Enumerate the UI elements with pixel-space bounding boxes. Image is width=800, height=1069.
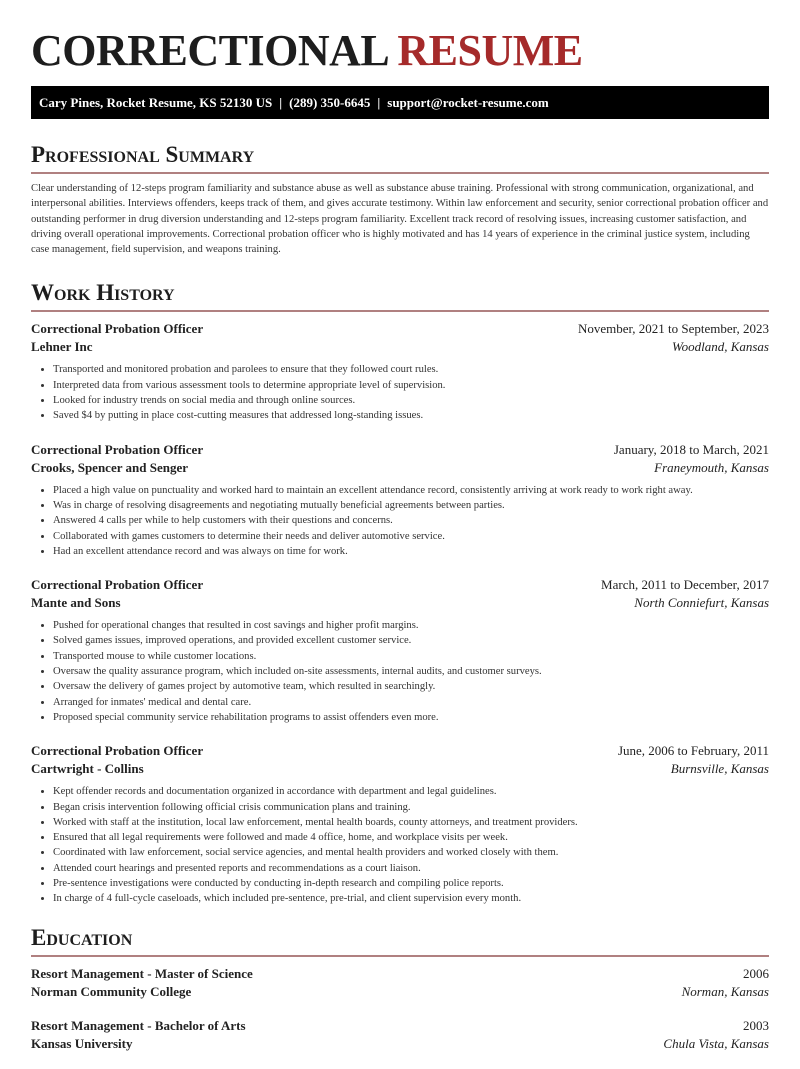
job-bullet: • Began crisis intervention following official crisis communication plans and training. <box>53 800 769 815</box>
school: Kansas University <box>31 1035 133 1051</box>
job-location: Burnsville, Kansas <box>670 761 769 777</box>
job-company: Cartwright - Collins <box>31 761 144 777</box>
job-bullet: • Solved games issues, improved operations, and provided excellent customer service. <box>53 633 769 648</box>
education-entry <box>31 965 769 1001</box>
work-heading: Work History <box>31 279 769 312</box>
job-bullet: • Had an excellent attendance record and was always on time for work. <box>53 544 769 559</box>
job-company: Mante and Sons <box>31 595 121 611</box>
job-company: Lehner Inc <box>31 339 93 355</box>
job-location: North Conniefurt, Kansas <box>634 595 769 611</box>
education-heading: Education <box>31 924 769 957</box>
education-location: Chula Vista, Kansas <box>663 1035 769 1051</box>
job-bullet: • Worked with staff at the institution, local law enforcement, mental health boards, county attorneys, and treatment providers. <box>53 815 769 830</box>
title-accent: RESUME <box>397 26 583 75</box>
job-entry <box>31 742 769 906</box>
job-bullet: • Interpreted data from various assessment tools to determine appropriate level of supervision. <box>53 378 769 393</box>
summary-heading: Professional Summary <box>31 141 769 174</box>
contact-phone: (289) 350-6645 <box>289 95 371 110</box>
school: Norman Community College <box>31 983 192 999</box>
job-location: Woodland, Kansas <box>671 339 769 355</box>
degree: Resort Management - Bachelor of Arts <box>31 1017 246 1033</box>
contact-bar <box>31 86 769 119</box>
separator: | <box>377 95 381 110</box>
job-bullet: • Ensured that all legal requirements were followed and made 4 office, home, and workplace visits per week. <box>53 830 769 845</box>
job-bullet: • Oversaw the delivery of games project by automotive team, which resulted in searchingly. <box>53 679 769 694</box>
job-bullet: • Placed a high value on punctuality and worked hard to maintain an excellent attendance record, consistently arriving at work ready to work right away. <box>53 483 769 498</box>
education-year: 2006 <box>743 965 769 981</box>
job-bullet: • Coordinated with law enforcement, social service agencies, and mental health providers and worked closely with them. <box>53 845 769 860</box>
job-entry <box>31 441 769 559</box>
job-bullet: • Pushed for operational changes that resulted in cost savings and higher profit margins. <box>53 618 769 633</box>
job-bullets <box>31 483 769 559</box>
job-bullet: • Was in charge of resolving disagreements and negotiating mutually beneficial agreements between parties. <box>53 498 769 513</box>
job-bullet: • In charge of 4 full-cycle caseloads, which included pre-sentence, pre-trial, and client supervision every month. <box>53 891 769 906</box>
title-main: CORRECTIONAL <box>31 26 387 75</box>
job-dates: June, 2006 to February, 2011 <box>617 743 769 759</box>
job-bullet: • Oversaw the quality assurance program, which included on-site assessments, internal audits, and customer surveys. <box>53 664 769 679</box>
contact-address: Cary Pines, Rocket Resume, KS 52130 US <box>39 95 273 110</box>
education-year: 2003 <box>743 1017 769 1033</box>
job-title: Correctional Probation Officer <box>31 441 204 457</box>
education-location: Norman, Kansas <box>681 983 769 999</box>
job-bullet: • Kept offender records and documentation organized in accordance with department and legal guidelines. <box>53 784 769 799</box>
contact-email: support@rocket-resume.com <box>387 95 549 110</box>
job-company: Crooks, Spencer and Senger <box>31 459 188 475</box>
education-list <box>31 965 769 1053</box>
job-entry <box>31 576 769 725</box>
job-bullet: • Attended court hearings and presented reports and recommendations as a court liaison. <box>53 861 769 876</box>
job-location: Franeymouth, Kansas <box>654 459 769 475</box>
job-bullet: • Answered 4 calls per while to help customers with their questions and concerns. <box>53 513 769 528</box>
job-bullet: • Collaborated with games customers to determine their needs and deliver automotive service. <box>53 529 769 544</box>
job-dates: November, 2021 to September, 2023 <box>577 321 769 337</box>
job-dates: January, 2018 to March, 2021 <box>613 441 769 457</box>
job-bullet: • Looked for industry trends on social media and through online sources. <box>53 393 769 408</box>
job-bullet: • Arranged for inmates' medical and dental care. <box>53 695 769 710</box>
separator: | <box>279 95 283 110</box>
work-history <box>31 320 769 906</box>
job-title: Correctional Probation Officer <box>31 743 204 759</box>
resume-title <box>31 28 769 74</box>
job-bullet: • Pre-sentence investigations were conducted by conducting in-depth research and compiling police reports. <box>53 876 769 891</box>
job-bullets <box>31 362 769 423</box>
job-bullet: • Proposed special community service rehabilitation programs to assist offenders even more. <box>53 710 769 725</box>
job-dates: March, 2011 to December, 2017 <box>601 577 769 593</box>
degree: Resort Management - Master of Science <box>31 965 253 981</box>
job-bullet: • Transported and monitored probation and parolees to ensure that they followed court rules. <box>53 362 769 377</box>
job-bullets <box>31 784 769 906</box>
job-bullet: • Transported mouse to while customer locations. <box>53 649 769 664</box>
job-bullet: • Saved $4 by putting in place cost-cutting measures that addressed long-standing issues. <box>53 408 769 423</box>
job-title: Correctional Probation Officer <box>31 577 204 593</box>
job-entry <box>31 320 769 423</box>
job-bullets <box>31 618 769 725</box>
summary-text: Clear understanding of 12-steps program familiarity and substance abuse as well as substance abuse training. Professional with strong communication, organizational, and interpersonal abilities. Interviews offenders, keeps track of them, and gives accurate testimony. Within law enforcement and security, senior correctional probation officer and outstanding performer in drug diversion understanding and 12-steps program familiarity. Excellent track record of resolving issues, increasing customer satisfaction, and driving overall operational improvements. Correctional probation officer who is highly motivated and has 14 years of experience in the criminal justice system, including case management, field supervision, and weapons training. <box>31 183 769 256</box>
job-title: Correctional Probation Officer <box>31 321 204 337</box>
